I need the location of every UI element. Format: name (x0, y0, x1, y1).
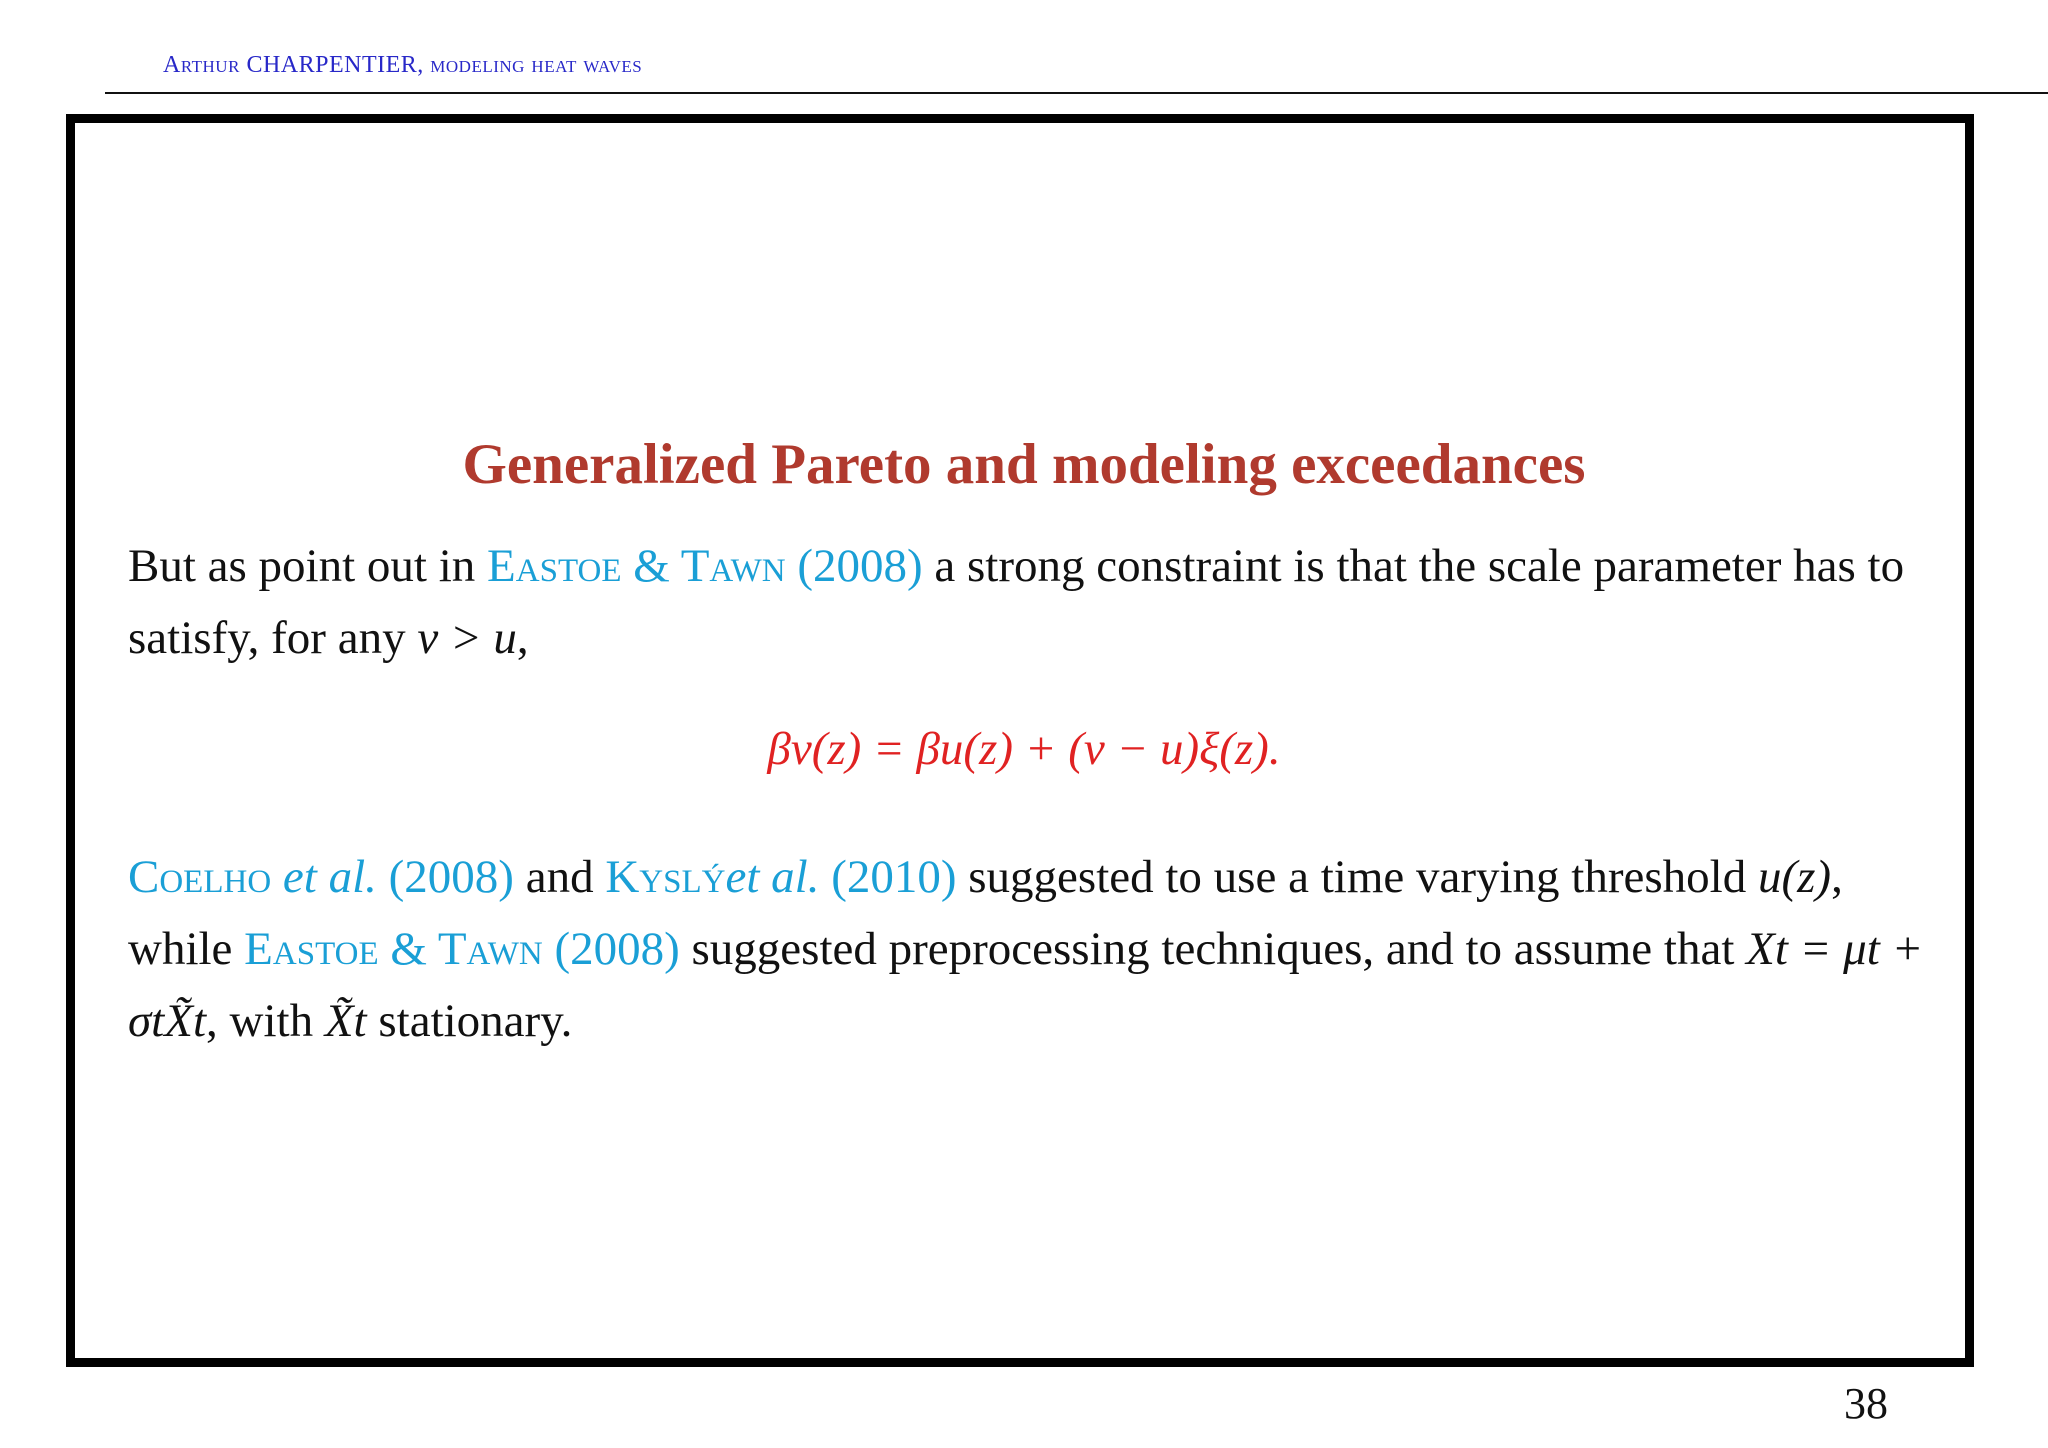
citation-kysly[interactable] (605, 851, 956, 903)
p2-math-stationary: X̃t (324, 995, 367, 1047)
citation-kysly-year: (2010) (819, 851, 957, 903)
paragraph-2 (128, 841, 1928, 1057)
p2-text-2: suggested to use a time varying threshold (956, 851, 1758, 903)
p1-text-3: , (516, 612, 529, 664)
paragraph-1 (128, 530, 1928, 674)
p2-text-3: , while (128, 851, 1843, 975)
header-rule (105, 92, 2048, 94)
citation-coelho[interactable] (128, 851, 514, 903)
formula-text: βv(z) = βu(z) + (v − u)ξ(z). (767, 723, 1281, 775)
citation-kysly-etal: et al. (725, 851, 820, 903)
p2-text-5: , with (206, 995, 325, 1047)
p2-text-6: stationary. (366, 995, 573, 1047)
p2-text-4: suggested preprocessing techniques, and to assume that (679, 923, 1747, 975)
p2-math-threshold: u(z) (1757, 851, 1832, 903)
p2-math-model: Xt = μt + σtX̃t (128, 923, 1924, 1047)
citation-coelho-year: (2008) (376, 851, 514, 903)
p1-math-inequality: v > u (417, 612, 517, 664)
citation-eastoe-tawn-2[interactable]: Eastoe & Tawn (2008) (244, 923, 680, 975)
p1-text-1: But as point out in (128, 540, 488, 592)
citation-coelho-author: Coelho (128, 851, 272, 903)
citation-kysly-author: Kyslý (605, 851, 726, 903)
citation-coelho-etal: et al. (271, 851, 377, 903)
slide-header (163, 52, 642, 79)
header-subject: modeling heat waves (430, 52, 643, 78)
slide-title: Generalized Pareto and modeling exceedances (462, 433, 1586, 496)
page-number: 38 (1844, 1379, 1888, 1428)
header-author-last: CHARPENTIER, (246, 52, 424, 78)
p1-text-2: a strong constraint is that the scale parameter has to satisfy, for any (128, 540, 1905, 664)
header-author-first: Arthur (163, 52, 240, 78)
p2-text-1: and (513, 851, 606, 903)
scale-constraint-formula (0, 713, 2048, 785)
citation-eastoe-tawn[interactable]: Eastoe & Tawn (2008) (487, 540, 923, 592)
